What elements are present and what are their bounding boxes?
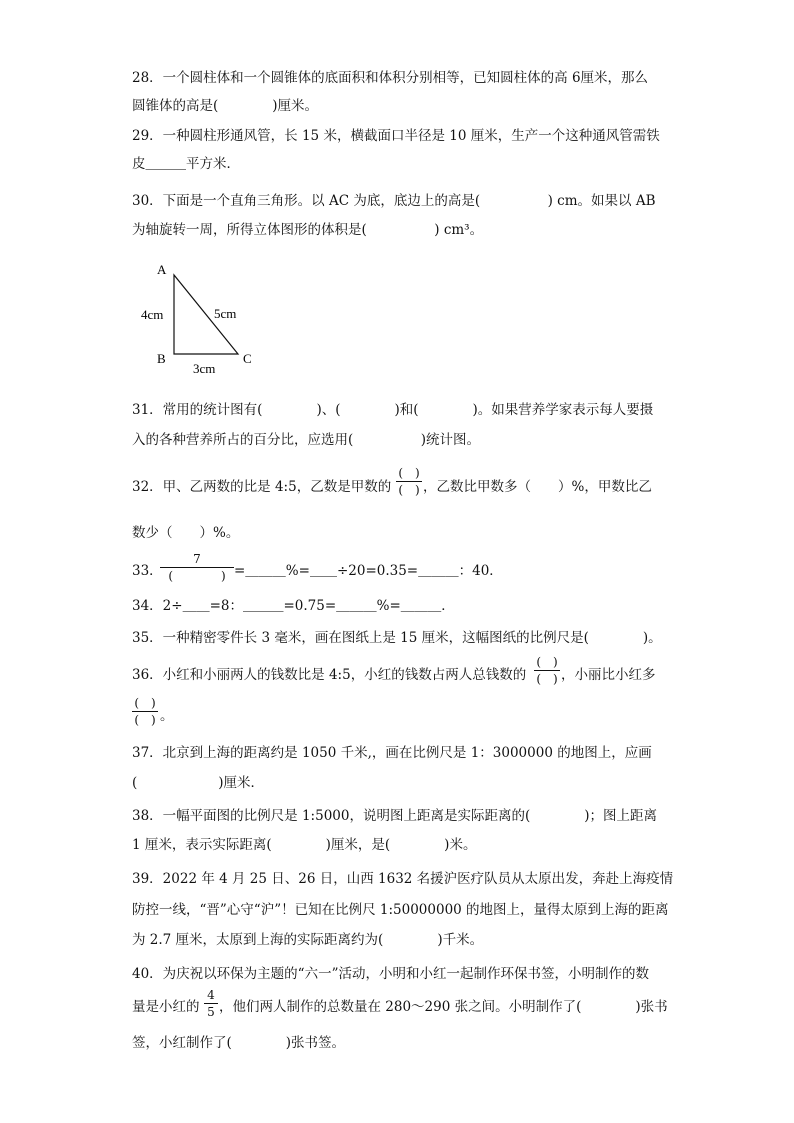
side-bc-label: 3cm (193, 361, 216, 376)
q33-prefix: 33． (132, 563, 163, 579)
q39-line1: 39．2022 年 4 月 25 日、26 日，山西 1632 名援沪医疗队员从太原出发，奔赴上海疫情 (132, 871, 674, 887)
right-triangle-diagram (130, 255, 270, 380)
side-ab-label: 4cm (141, 307, 164, 322)
q36-end: 。 (160, 708, 174, 724)
q37-line2: ( )厘米． (132, 775, 265, 791)
fraction-denominator: ( ) (134, 713, 156, 727)
q38-line1: 38．一幅平面图的比例尺是 1:5000，说明图上距离是实际距离的( )；图上距离 (132, 808, 657, 824)
fraction-bar (396, 481, 422, 482)
q40-line1: 40．为庆祝以环保为主题的“六一”活动，小明和小红一起制作环保书签，小明制作的数 (132, 966, 649, 982)
q28-line2: 圆锥体的高是( )厘米。 (132, 98, 319, 114)
q40-line3: 签，小红制作了( )张书签。 (132, 1035, 346, 1051)
q37-line1: 37．北京到上海的距离约是 1050 千米,，画在比例尺是 1：3000000 的地图上，应画 (132, 745, 652, 761)
q34-line1: 34．2÷＿＿=8：＿＿＿=0.75=＿＿＿%=＿＿＿． (132, 598, 455, 614)
q29-line2: 皮＿＿＿平方米． (132, 156, 240, 172)
fraction-denominator: ( ) (398, 483, 420, 497)
fraction-numerator: ( ) (134, 696, 156, 710)
fraction-bar (204, 1003, 218, 1004)
q28-line1: 28．一个圆柱体和一个圆锥体的底面积和体积分别相等，已知圆柱体的高 6厘米，那么 (132, 70, 649, 86)
q33-rest: =＿＿＿%=＿＿÷20=0.35=＿＿＿：40． (234, 563, 503, 579)
fraction-bar (534, 670, 560, 671)
q32-fraction (396, 466, 422, 497)
fraction-denominator: 5 (207, 1005, 215, 1019)
q35-line1: 35．一种精密零件长 3 毫米，画在图纸上是 15 厘米，这幅图纸的比例尺是( )。 (132, 630, 662, 646)
q40-fraction (204, 988, 218, 1019)
fraction-numerator: ( ) (536, 655, 558, 669)
q31-line2: 入的各种营养所占的百分比，应选用( )统计图。 (132, 432, 481, 448)
q36-line1-end: ，小丽比小红多 (561, 667, 656, 683)
q36-line1-start: 36．小红和小丽两人的钱数比是 4:5，小红的钱数占两人总钱数的 (132, 667, 527, 683)
q36-fraction-2 (132, 696, 158, 727)
vertex-b-label: B (157, 351, 166, 366)
fraction-bar (160, 567, 234, 568)
vertex-a-label: A (157, 262, 167, 277)
q30-line1: 30．下面是一个直角三角形。以 AC 为底，底边上的高是( ) cm。如果以 AB (132, 193, 656, 209)
vertex-c-label: C (243, 351, 252, 366)
fraction-bar (132, 711, 158, 712)
q40-line2-start: 量是小红的 (132, 999, 200, 1015)
q36-fraction-1 (534, 655, 560, 686)
q32-line1-start: 32．甲、乙两数的比是 4:5，乙数是甲数的 (132, 479, 392, 495)
q39-line3: 为 2.7 厘米，太原到上海的实际距离约为( )千米。 (132, 932, 484, 948)
fraction-denominator: ( ) (168, 569, 226, 583)
fraction-denominator: ( ) (536, 672, 558, 686)
q29-line1: 29．一种圆柱形通风管，长 15 米，横截面口半径是 10 厘米，生产一个这种通风管需铁 (132, 128, 660, 144)
q31-line1: 31．常用的统计图有( )、( )和( )。如果营养学家表示每人要摄 (132, 402, 654, 418)
q40-line2-end: ，他们两人制作的总数量在 280～290 张之间。小明制作了( )张书 (219, 999, 668, 1015)
fraction-numerator: 4 (207, 988, 215, 1002)
q39-line2: 防控一线，“晋”心守“沪”！已知在比例尺 1:50000000 的地图上，量得太原到上海的距离 (132, 902, 669, 918)
fraction-numerator: ( ) (398, 466, 420, 480)
q32-line1-end: ，乙数比甲数多（ ）%，甲数比乙 (423, 479, 652, 495)
q38-line2: 1 厘米，表示实际距离( )厘米，是( )米。 (132, 837, 477, 853)
fraction-numerator: 7 (193, 552, 201, 566)
q33-fraction (160, 552, 234, 583)
q32-line2: 数少（ ）%。 (132, 525, 240, 541)
side-ac-label: 5cm (214, 306, 237, 321)
q30-line2: 为轴旋转一周，所得立体图形的体积是( ) cm³。 (132, 222, 484, 238)
